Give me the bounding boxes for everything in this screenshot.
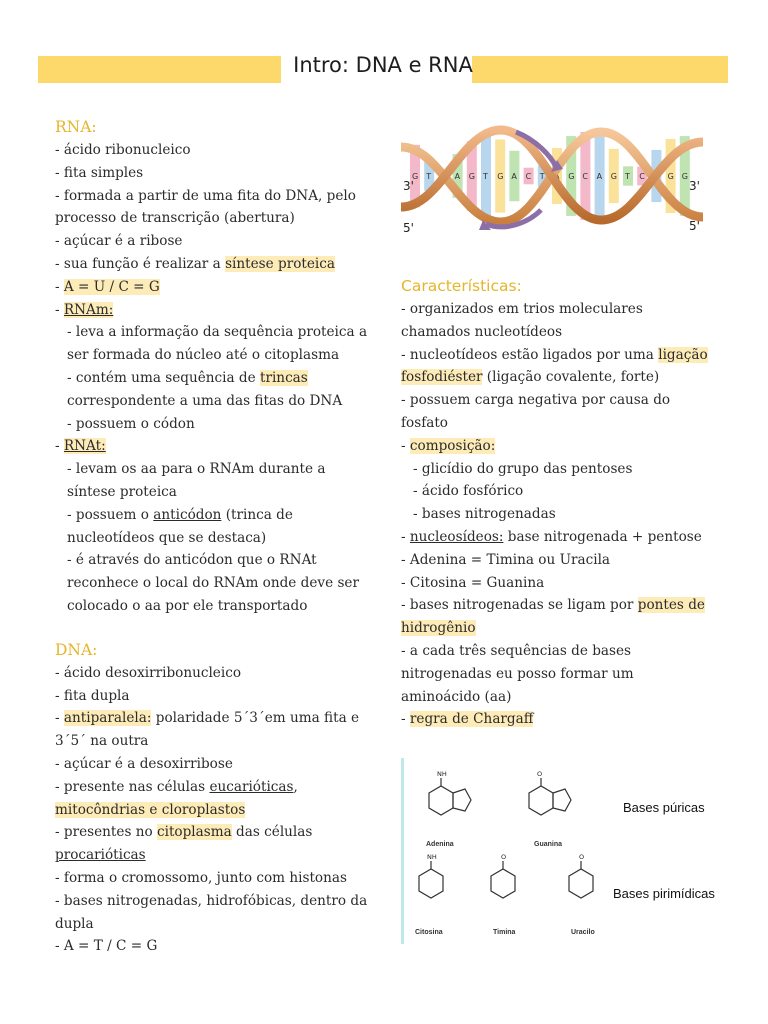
highlight: pontes de hidrogênio xyxy=(401,597,705,637)
text: - possuem o xyxy=(67,506,154,523)
base-label: Guanina xyxy=(534,841,563,848)
carac-line: - organizados em trios moleculares chamados nucleotídeos xyxy=(401,301,643,340)
base-letter: C xyxy=(440,172,446,181)
carac-line xyxy=(401,594,716,640)
text: , xyxy=(293,778,298,795)
text: - sua função é realizar a xyxy=(55,255,226,272)
base-letter: A xyxy=(596,172,603,181)
rnat-label-line xyxy=(55,435,370,458)
base-label: Uracilo xyxy=(571,929,595,936)
text: - contém uma sequência de xyxy=(67,369,260,386)
base-letter: T xyxy=(483,172,488,181)
rna-line: - ácido ribonucleico xyxy=(55,142,191,158)
rnam-label: RNAm: xyxy=(63,301,114,318)
text: - xyxy=(55,710,64,727)
base-letter: C xyxy=(639,172,645,181)
rna-line: - fita simples xyxy=(55,164,144,181)
base-letter: T xyxy=(539,172,545,181)
rna-line: - possuem o códon xyxy=(67,415,195,432)
rna-line: - açúcar é a ribose xyxy=(55,233,183,250)
underlined: procarióticas xyxy=(55,847,146,864)
carac-line xyxy=(401,708,716,731)
base-letter: A xyxy=(653,172,659,181)
carac-line xyxy=(401,526,716,549)
highlight: ligação fosfodiéster xyxy=(401,346,708,386)
dna-line: - A = T / C = G xyxy=(55,938,158,955)
helix-label: 3' xyxy=(403,179,414,193)
dna-line: - fita dupla xyxy=(55,687,130,704)
base-letter: G xyxy=(468,172,476,181)
base-label: Timina xyxy=(493,929,516,936)
rnam-label-line xyxy=(55,299,370,322)
text: correspondente a uma das fitas do DNA xyxy=(67,392,343,409)
carac-line: - bases nitrogenadas xyxy=(413,506,556,523)
text: - presentes no xyxy=(55,824,157,841)
highlight: regra de Chargaff xyxy=(409,711,534,728)
left-column xyxy=(55,116,370,958)
text: - xyxy=(401,437,410,454)
base-label: Citosina xyxy=(415,929,443,936)
rnat-label: RNAt: xyxy=(63,438,106,455)
carac-line xyxy=(401,344,716,390)
helix-strand xyxy=(401,130,703,220)
purines-title: Bases púricas xyxy=(623,800,705,815)
base-letter: G xyxy=(610,172,618,181)
svg-text:O: O xyxy=(579,853,585,861)
carac-line: - glicídio do grupo das pentoses xyxy=(413,460,633,477)
highlight: antiparalela: xyxy=(63,710,152,727)
text: - bases nitrogenadas se ligam por xyxy=(401,597,638,614)
carac-line: - possuem carga negativa por causa do fosfato xyxy=(401,392,671,431)
rna-line xyxy=(55,504,370,550)
text: base nitrogenada + pentose xyxy=(503,528,702,545)
text: (trinca de nucleotídeos que se destaca) xyxy=(67,506,293,546)
text: (ligação covalente, forte) xyxy=(482,369,660,386)
dna-line: - bases nitrogenadas, hidrofóbicas, dentro da dupla xyxy=(55,892,368,932)
text: das células xyxy=(231,824,313,841)
caracteristicas-heading: Características: xyxy=(401,277,522,295)
underlined: nucleosídeos: xyxy=(409,528,504,545)
rna-line xyxy=(55,253,370,276)
rna-line: - é através do anticódon que o RNAt reconhece o local do RNAm onde deve ser colocado o aa por ele transportado xyxy=(67,552,359,614)
bases-svg xyxy=(401,758,723,944)
pyrimidines-title: Bases pirimídicas xyxy=(613,886,715,901)
underlined: anticódon xyxy=(153,506,222,523)
rna-heading: RNA: xyxy=(55,118,97,136)
highlight: mitocôndrias e cloroplastos xyxy=(55,801,246,818)
rna-line: - levam os aa para o RNAm durante a síntese proteica xyxy=(67,461,326,500)
base-letter: G xyxy=(681,172,689,181)
svg-text:O: O xyxy=(501,853,507,861)
base-letter: T xyxy=(426,172,432,181)
text: - xyxy=(55,278,64,295)
svg-text:NH: NH xyxy=(427,853,437,861)
dna-line xyxy=(55,707,370,753)
dna-helix-svg xyxy=(401,112,703,240)
text: - xyxy=(401,528,410,545)
base-letter: G xyxy=(412,172,419,181)
text: polaridade 5´3´em uma fita e 3´5´ na outra xyxy=(55,710,360,750)
dna-line xyxy=(55,776,370,822)
text: - xyxy=(55,301,64,318)
dna-line: - açúcar é a desoxirribose xyxy=(55,755,233,772)
highlight: A = U / C = G xyxy=(63,278,160,295)
text: - xyxy=(55,438,64,455)
rna-line: - formada a partir de uma fita do DNA, pelo processo de transcrição (abertura) xyxy=(55,187,356,227)
base-letter: G xyxy=(667,172,674,181)
base-letter: C xyxy=(582,172,588,181)
base-letter: A xyxy=(454,172,461,181)
dna-line xyxy=(55,821,370,867)
rna-line xyxy=(55,367,370,413)
dna-line: - ácido desoxirribonucleico xyxy=(55,664,241,681)
highlight: síntese proteica xyxy=(225,255,335,272)
text: - xyxy=(401,711,410,728)
rna-line: - leva a informação da sequência proteica a ser formada do núcleo até o citoplasma xyxy=(67,324,368,364)
right-column xyxy=(401,275,716,731)
rna-line xyxy=(55,276,370,299)
svg-text:NH: NH xyxy=(437,770,447,778)
carac-line: - ácido fosfórico xyxy=(413,483,524,500)
highlight: composição: xyxy=(409,437,496,454)
helix-label: 5' xyxy=(689,219,700,233)
highlight: trincas xyxy=(260,369,308,386)
base-letter: G xyxy=(568,172,575,181)
svg-text:O: O xyxy=(537,770,543,778)
carac-line: - Citosina = Guanina xyxy=(401,574,545,591)
dna-helix-figure xyxy=(401,112,703,240)
base-letter: A xyxy=(511,172,517,181)
carac-line: - Adenina = Timina ou Uracila xyxy=(401,551,611,568)
dna-heading: DNA: xyxy=(55,640,98,659)
base-letter: T xyxy=(625,172,630,181)
underlined: eucarióticas xyxy=(209,778,294,795)
base-label: Adenina xyxy=(426,841,454,848)
carac-line xyxy=(401,435,716,458)
base-letter: A xyxy=(554,172,560,181)
dna-line: - forma o cromossomo, junto com histonas xyxy=(55,869,347,886)
page-title: Intro: DNA e RNA xyxy=(293,53,473,77)
text: - presente nas células xyxy=(55,778,210,795)
helix-label: 3' xyxy=(689,179,700,193)
nitrogenous-bases-figure xyxy=(401,758,723,944)
carac-line: - a cada três sequências de bases nitrogenadas eu posso formar um aminoácido (aa) xyxy=(401,642,634,705)
base-letter: C xyxy=(525,172,532,181)
spacer xyxy=(55,618,370,639)
title-bar xyxy=(38,53,728,83)
helix-label: 5' xyxy=(403,221,414,235)
text: - nucleotídeos estão ligados por uma xyxy=(401,346,659,363)
base-letter: G xyxy=(497,172,504,181)
highlight: citoplasma xyxy=(157,824,232,841)
